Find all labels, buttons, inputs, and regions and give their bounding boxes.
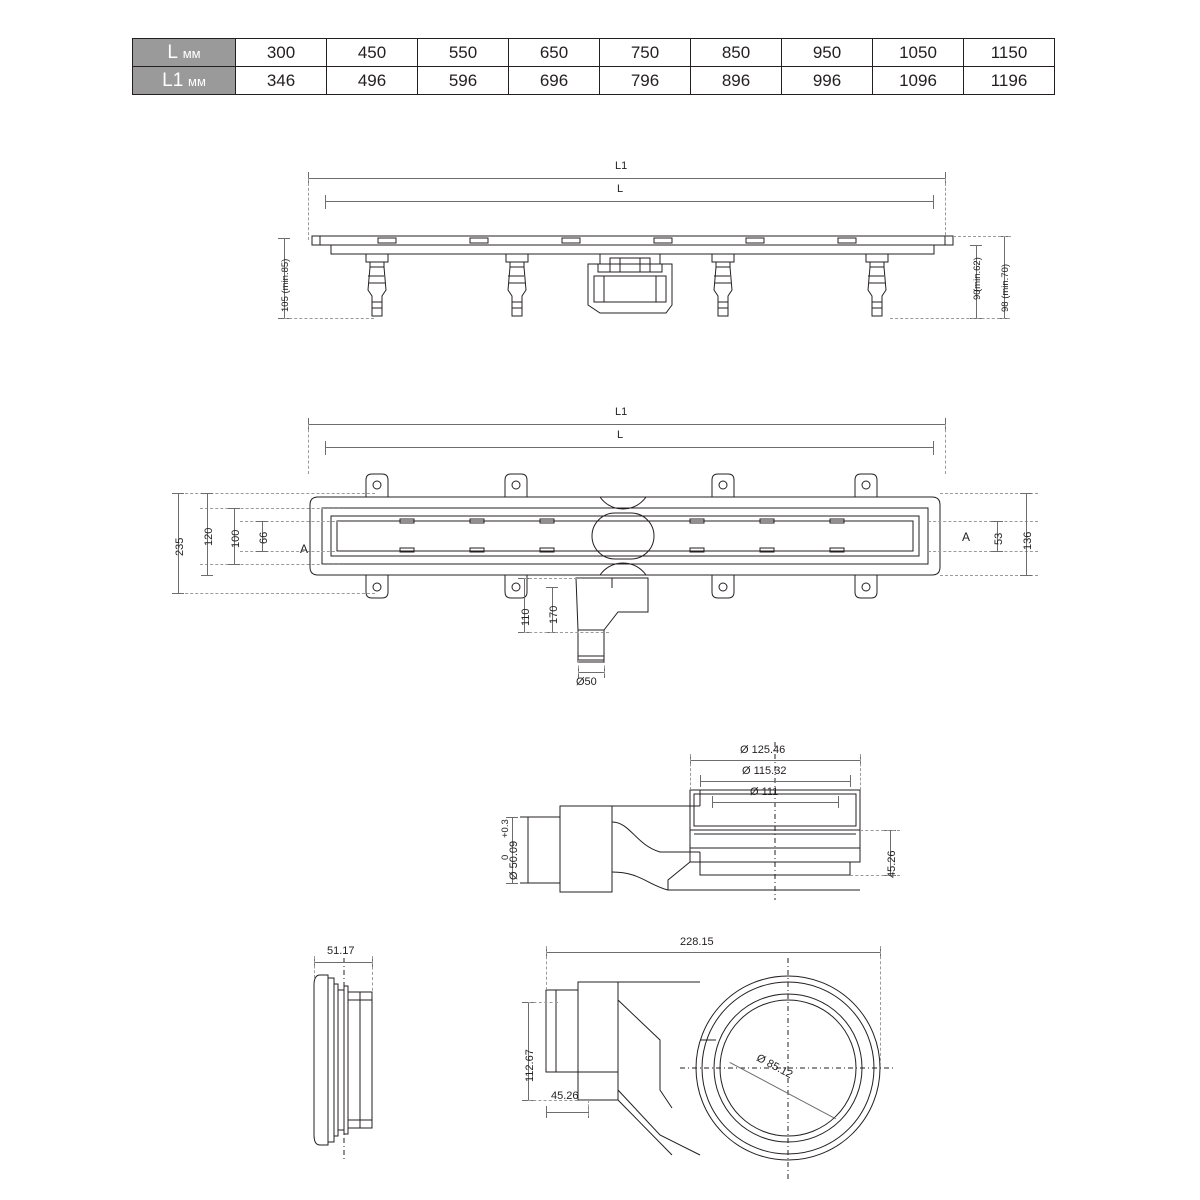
section-mark-left: A bbox=[300, 542, 309, 556]
table-cell: 1150 bbox=[964, 39, 1055, 67]
dimension-label-d50: Ø50 bbox=[576, 676, 597, 688]
dimension-label-22815: 228.15 bbox=[680, 936, 714, 948]
dimension-label-235: 235 bbox=[174, 537, 186, 556]
table-cell: 796 bbox=[600, 67, 691, 95]
dimension-label-105: 105 (min.85) bbox=[280, 258, 291, 312]
dimension-line-4526-bottom bbox=[546, 1112, 588, 1113]
dimension-label-98: 98 (min.70) bbox=[1000, 263, 1011, 312]
table-cell: 696 bbox=[509, 67, 600, 95]
dimension-label-L1-plan: L1 bbox=[615, 406, 628, 418]
extension-line bbox=[588, 1100, 589, 1116]
dimension-label-11532: Ø 115.32 bbox=[742, 765, 787, 777]
dimension-label-66: 66 bbox=[258, 531, 270, 544]
table-cell: 1050 bbox=[873, 39, 964, 67]
dimension-label-100: 100 bbox=[230, 529, 242, 548]
dimension-label-min62: (min.62) bbox=[972, 257, 983, 292]
table-cell: 896 bbox=[691, 67, 782, 95]
dimension-label-11267: 112.67 bbox=[524, 1049, 536, 1082]
dimension-label-110: 110 bbox=[520, 608, 532, 626]
dimension-label-136: 136 bbox=[1022, 531, 1034, 550]
table-cell: 1196 bbox=[964, 67, 1055, 95]
table-cell: 950 bbox=[782, 39, 873, 67]
tolerance-plus: +0.3 bbox=[500, 819, 511, 838]
dimension-label-12546: Ø 125.46 bbox=[740, 744, 786, 756]
table-cell: 450 bbox=[327, 39, 418, 67]
dimension-label-111: Ø 111 bbox=[750, 786, 779, 798]
dimension-label-4526-bottom: 45.26 bbox=[551, 1090, 579, 1102]
table-cell: 300 bbox=[236, 39, 327, 67]
dimension-line-22815 bbox=[546, 952, 880, 953]
dimension-label-8512: Ø 85.12 bbox=[754, 1052, 795, 1081]
table-cell: 650 bbox=[509, 39, 600, 67]
extension-line bbox=[880, 946, 881, 1066]
dimension-label-L-top: L bbox=[617, 183, 624, 195]
table-cell: 850 bbox=[691, 39, 782, 67]
table-cell: 496 bbox=[327, 67, 418, 95]
dimension-label-L-plan: L bbox=[617, 429, 624, 441]
extension-line bbox=[546, 946, 547, 990]
table-cell: 996 bbox=[782, 67, 873, 95]
dimension-label-90: 90 bbox=[972, 289, 983, 300]
table-cell: 596 bbox=[418, 67, 509, 95]
dimension-tick bbox=[546, 1106, 547, 1118]
table-cell: 1096 bbox=[873, 67, 964, 95]
extension-line bbox=[528, 1002, 558, 1003]
dimension-label-5009: Ø 50.09 bbox=[508, 840, 520, 880]
dimension-label-120: 120 bbox=[203, 527, 215, 546]
dimension-label-4526-section: 45.26 bbox=[886, 850, 898, 878]
dimension-label-L1-top: L1 bbox=[615, 160, 628, 172]
dimension-label-53: 53 bbox=[993, 532, 1005, 545]
table-row-header: L1 мм bbox=[133, 67, 236, 95]
section-mark-right: A bbox=[962, 530, 971, 544]
table-row-header: L мм bbox=[133, 39, 236, 67]
table-cell: 346 bbox=[236, 67, 327, 95]
table-cell: 750 bbox=[600, 39, 691, 67]
table-cell: 550 bbox=[418, 39, 509, 67]
tolerance-minus: 0 bbox=[500, 854, 511, 860]
dimension-label-5117: 51.17 bbox=[327, 945, 355, 957]
dimension-label-170: 170 bbox=[548, 605, 560, 624]
